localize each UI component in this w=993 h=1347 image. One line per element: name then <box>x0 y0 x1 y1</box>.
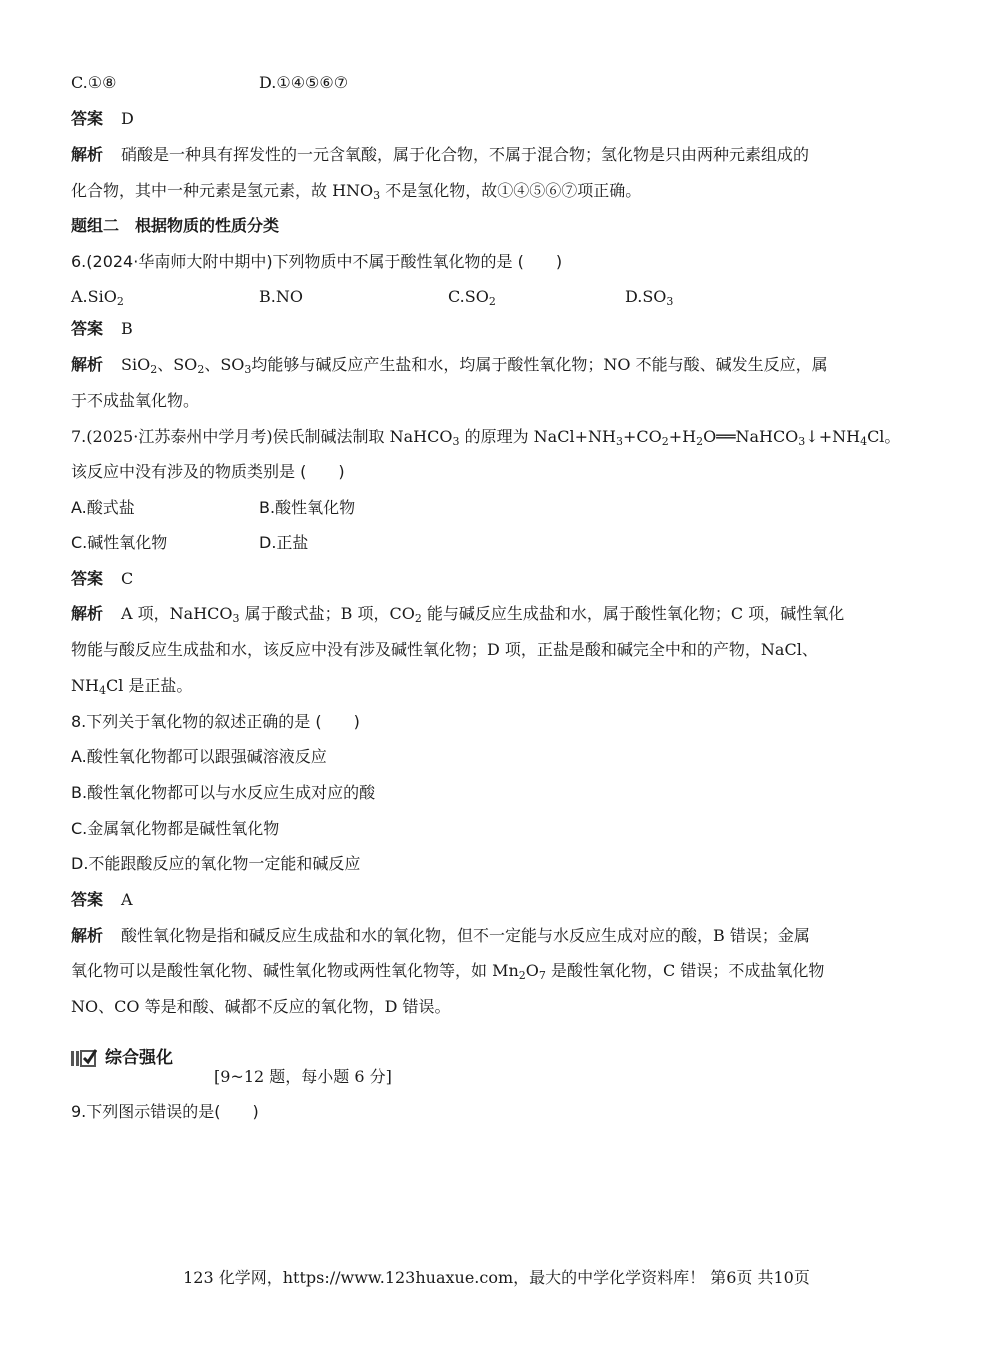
section-note: [9~12 题，每小题 6 分] <box>214 1067 392 1086</box>
q7-analysis-line3: $NH_4Cl$ 是正盐。 <box>71 676 193 697</box>
page-footer: 123 化学网，https://www.123huaxue.com，最大的中学化学资料库！ 第6页 共10页 <box>183 1268 810 1287</box>
q5-option-c: C.①⑧ <box>71 73 117 92</box>
analysis-label: 解析 <box>71 145 104 164</box>
q8-analysis-line2: 氧化物可以是酸性氧化物、碱性氧化物或两性氧化物等，如 $Mn_2O_7$ 是酸性氧化物，C 错误；不成盐氧化物 <box>71 961 825 982</box>
q7-analysis-line2: 物能与酸反应生成盐和水，该反应中没有涉及碱性氧化物；D 项，正盐是酸和碱完全中和的产物，NaCl、 <box>71 640 818 659</box>
q8-stem: 8.下列关于氧化物的叙述正确的是 ( ) <box>71 712 360 731</box>
q6-option-b: B.NO <box>259 287 303 306</box>
q9-stem: 9.下列图示错误的是( ) <box>71 1102 259 1121</box>
q7-stem-line1: 7.(2025·江苏泰州中学月考)侯氏制碱法制取 NaHCO$_3$ 的原理为 $NaCl+NH_3+CO_2+H_2O══NaHCO_3↓+NH_4Cl$。 <box>71 427 901 448</box>
q6-option-d: $D.SO_3$ <box>625 287 674 308</box>
q7-analysis-line1: 解析 A 项，NaHCO$_3$ 属于酸式盐；B 项，$CO_2$ 能与碱反应生成盐和水，属于酸性氧化物；C 项，碱性氧化 <box>71 604 845 625</box>
q8-answer: A <box>121 890 133 909</box>
q8-answer-line: 答案 A <box>71 890 133 909</box>
q7-stem-line2: 该反应中没有涉及的物质类别是 ( ) <box>71 462 345 481</box>
q7-option-c: C.碱性氧化物 <box>71 533 168 552</box>
q7-answer: C <box>121 569 134 588</box>
q6-option-a: A.SiO$_2$ <box>71 287 124 308</box>
q6-answer-line: 答案 B <box>71 319 133 338</box>
q7-option-a: A.酸式盐 <box>71 498 135 517</box>
q8-option-c: C.金属氧化物都是碱性氧化物 <box>71 819 280 838</box>
answer-label: 答案 <box>71 109 104 128</box>
q5-answer: D <box>121 109 134 128</box>
q6-analysis-line2: 于不成盐氧化物。 <box>71 391 200 410</box>
group2-title: 题组二 根据物质的性质分类 <box>71 216 280 235</box>
q6-stem: 6.(2024·华南师大附中期中)下列物质中不属于酸性氧化物的是 ( ) <box>71 252 563 271</box>
q8-analysis-line1: 解析 酸性氧化物是指和碱反应生成盐和水的氧化物，但不一定能与水反应生成对应的酸，B 错误；金属 <box>71 926 810 945</box>
q8-option-b: B.酸性氧化物都可以与水反应生成对应的酸 <box>71 783 376 802</box>
q6-analysis-line1: 解析 SiO$_2$、$SO_2$、$SO_3$均能够与碱反应产生盐和水，均属于酸性氧化物；NO 不能与酸、碱发生反应，属 <box>71 355 828 376</box>
section-title: 综合强化 <box>105 1048 173 1068</box>
q7-option-b: B.酸性氧化物 <box>259 498 356 517</box>
q8-analysis-line3: NO、CO 等是和酸、碱都不反应的氧化物，D 错误。 <box>71 997 451 1016</box>
q5-analysis-line2: 化合物，其中一种元素是氢元素，故 $HNO_3$ 不是氢化物，故①④⑤⑥⑦项正确。 <box>71 181 642 202</box>
q7-option-d: D.正盐 <box>259 533 309 552</box>
q6-option-c: $C.SO_2$ <box>448 287 496 308</box>
checklist-icon <box>71 1048 97 1068</box>
q5-analysis-line1: 解析 硝酸是一种具有挥发性的一元含氧酸，属于化合物，不属于混合物；氢化物是只由两种元素组成的 <box>71 145 810 164</box>
q5-answer-line <box>71 108 134 130</box>
q7-answer-line: 答案 C <box>71 569 134 588</box>
q6-answer: B <box>121 319 133 338</box>
q8-option-a: A.酸性氧化物都可以跟强碱溶液反应 <box>71 747 327 766</box>
q5-option-d: D.①④⑤⑥⑦ <box>259 73 349 92</box>
q8-option-d: D.不能跟酸反应的氧化物一定能和碱反应 <box>71 854 361 873</box>
